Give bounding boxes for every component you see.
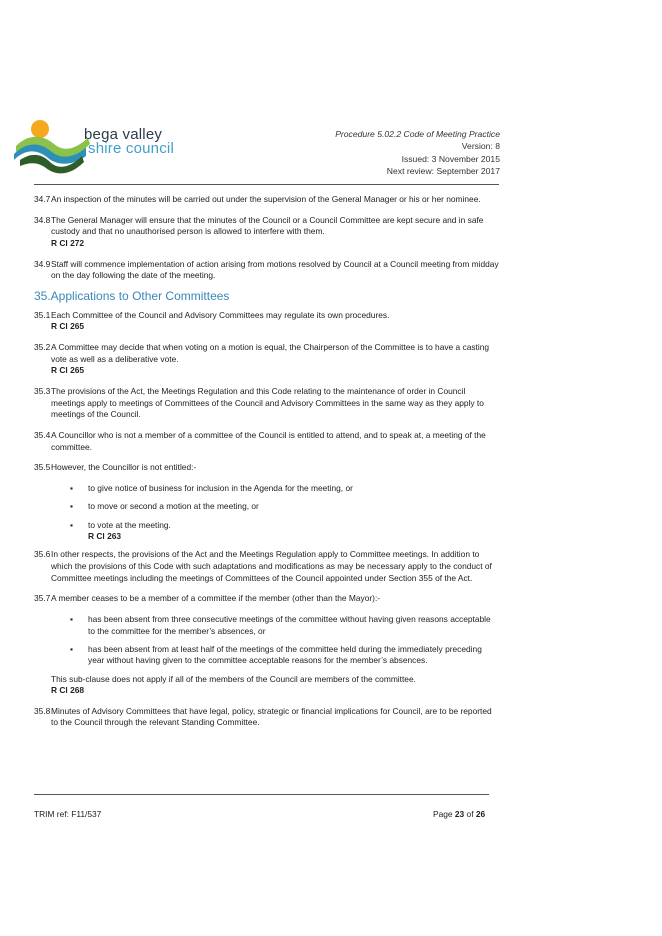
page-current: 23: [454, 809, 465, 819]
clause-body: [51, 386, 499, 421]
bullet-reference: R Cl 263: [88, 531, 122, 542]
bullet-item: [70, 644, 499, 667]
clause-body: [51, 342, 499, 377]
trim-reference: TRIM ref: F11/537: [34, 809, 102, 819]
clause-number: 35.2: [34, 342, 51, 353]
clause-number: 35.3: [34, 386, 51, 397]
clause-text: A Committee may decide that when voting on a motion is equal, the Chairperson of the Committee is to have a casting vote as well as a deliberative vote.: [51, 342, 490, 364]
clause-body: [51, 430, 499, 453]
footer-divider: [34, 794, 489, 795]
clause-text: Minutes of Advisory Committees that have legal, policy, strategic or financial implications for Council, are to be reported to the Council through the relevant Standing Committee.: [51, 705, 492, 728]
clause-body: [51, 549, 499, 584]
bullet-text: has been absent from at least half of the meetings of the committee held during the immediately preceding year without having given to the committee acceptable reasons for the member’s absences.: [88, 643, 482, 666]
clause-text: The provisions of the Act, the Meetings Regulation and this Code relating to the maintenance of order in Council meetings apply to meetings of Committees of the Council and Advisory Committees in the same way as they apply to meetings of the Council.: [51, 386, 484, 420]
clause-text: An inspection of the minutes will be carried out under the supervision of the General Manager or his or her nominee.: [51, 194, 481, 204]
clause-item: [34, 462, 499, 474]
logo-text-line2: shire council: [88, 140, 174, 157]
clause-number: 35.4: [34, 430, 51, 441]
header-divider: [34, 184, 499, 185]
clause-item: [34, 593, 499, 605]
page-number: [433, 809, 485, 819]
issued-date: Issued: 3 November 2015: [401, 153, 500, 164]
clause-body: [51, 310, 499, 333]
bullet-text: to vote at the meeting.: [88, 519, 171, 530]
page-content: [34, 194, 499, 738]
bullet-icon: ▪: [70, 501, 73, 512]
clause-item: [34, 386, 499, 421]
procedure-title: Procedure 5.02.2 Code of Meeting Practice: [335, 129, 500, 139]
clause-number: 35.5: [34, 462, 51, 473]
clause-body: [51, 215, 499, 250]
bullet-body: [88, 614, 499, 637]
clause-text: A Councillor who is not a member of a committee of the Council is entitled to attend, and to speak at, a meeting of the committee.: [51, 430, 486, 452]
page-prefix: Page: [433, 809, 455, 819]
clause-body: [51, 194, 499, 206]
council-logo: [14, 116, 189, 184]
clause-number: 34.8: [34, 214, 51, 225]
clause-body: [51, 593, 499, 605]
bullet-item: [70, 520, 499, 543]
bullet-icon: ▪: [70, 614, 73, 625]
clause-body: [51, 259, 499, 282]
bullet-text: has been absent from three consecutive meetings of the committee without having given reasons acceptable to the committee for the member’s absences, or: [88, 614, 491, 636]
section-heading: 35.Applications to Other Committees: [34, 289, 230, 304]
bullet-text: to move or second a motion at the meeting, or: [88, 501, 259, 512]
clause-item: [34, 310, 499, 333]
clause-item: [34, 194, 499, 206]
clause-reference: R Cl 272: [51, 237, 85, 248]
clause-number: 35.8: [34, 705, 51, 716]
version-label: Version: 8: [461, 141, 500, 152]
page-of: of: [464, 809, 476, 819]
clause-reference: R Cl 265: [51, 321, 85, 332]
clause-number: 35.7: [34, 593, 51, 604]
clause-text: A member ceases to be a member of a committee if the member (other than the Mayor):-: [51, 593, 381, 604]
bullet-body: [88, 520, 499, 543]
clause-number: 35.6: [34, 549, 51, 560]
bullet-item: [70, 501, 499, 513]
clause-text: Each Committee of the Council and Advisory Committees may regulate its own procedures.: [51, 309, 390, 320]
clause-text: Staff will commence implementation of action arising from motions resolved by Council at a Council meeting from midday on the day following the date of the meeting.: [51, 258, 499, 281]
clause-number: 35.1: [34, 309, 51, 320]
bullet-body: [88, 501, 499, 513]
clause-item: [34, 706, 499, 729]
clause-item: [34, 259, 499, 282]
logo-text-line1: bega valley: [84, 126, 163, 143]
clause-body: [51, 706, 499, 729]
clause-note-text: This sub-clause does not apply if all of the members of the Council are members of the committee.: [51, 673, 416, 684]
bullet-icon: ▪: [70, 643, 73, 654]
bullet-body: [88, 483, 499, 495]
clause-reference: R Cl 265: [51, 365, 85, 376]
clause-body: [51, 462, 499, 474]
clause-item: [34, 549, 499, 584]
clause-item: [34, 342, 499, 377]
clause-item: [34, 430, 499, 453]
logo-hills-icon: [14, 116, 94, 178]
bullet-icon: ▪: [70, 483, 73, 494]
bullet-item: [70, 483, 499, 495]
clause-number: 34.7: [34, 194, 51, 204]
bullet-icon: ▪: [70, 519, 73, 530]
bullet-body: [88, 644, 499, 667]
clause-item: [34, 215, 499, 250]
bullet-item: [70, 614, 499, 637]
clause-text: However, the Councillor is not entitled:-: [51, 462, 197, 473]
next-review-date: Next review: September 2017: [386, 166, 500, 177]
bullet-text: to give notice of business for inclusion in the Agenda for the meeting, or: [88, 483, 353, 494]
document-header-info: [335, 128, 500, 178]
page-total: 26: [475, 809, 486, 819]
clause-text: The General Manager will ensure that the minutes of the Council or a Council Committee are kept secure and in safe custody and that no unauthorised person is allowed to interfere with them.: [51, 214, 484, 237]
clause-note: [51, 674, 499, 697]
clause-note-reference: R Cl 268: [51, 685, 85, 696]
clause-text: In other respects, the provisions of the Act and the Meetings Regulation apply to Committee meetings. In addition to which the provisions of this Code with such adaptations and modifications as may be necessary apply to the conduct of Committee meetings including the meetings of Committees of the Council appointed under Section 355 of the Act.: [51, 549, 492, 583]
clause-number: 34.9: [34, 258, 51, 269]
